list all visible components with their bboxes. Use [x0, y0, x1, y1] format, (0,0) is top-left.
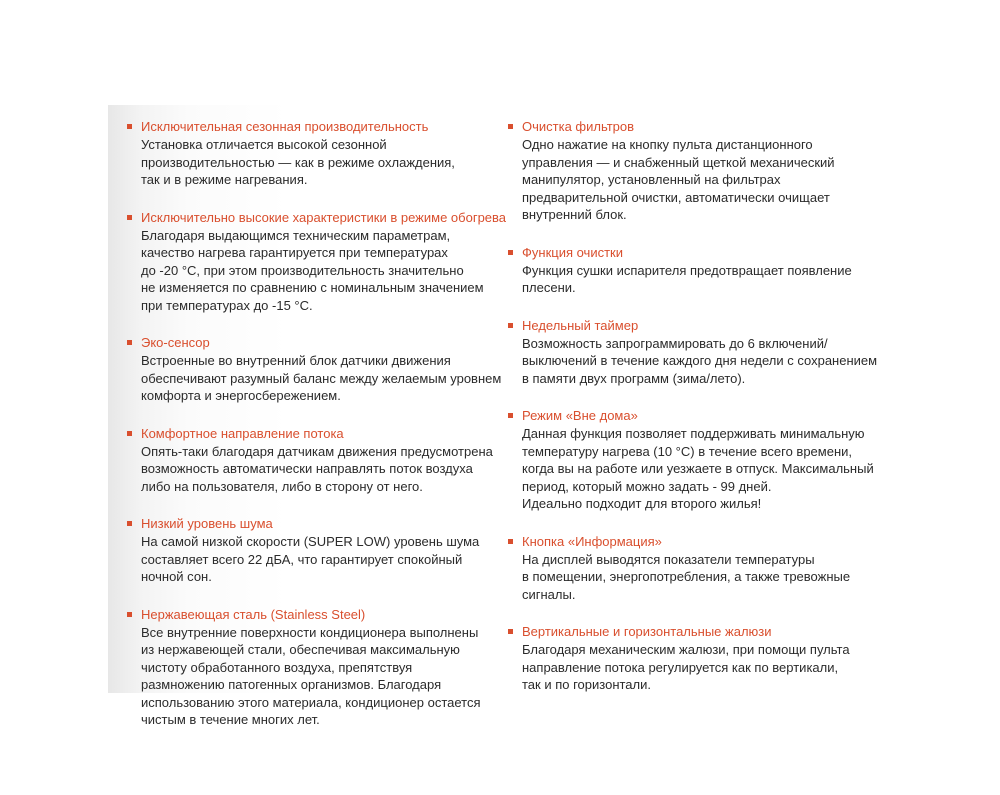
feature-away-mode [508, 407, 888, 513]
feature-title: Режим «Вне дома» [508, 407, 888, 424]
bullet-square-icon [127, 612, 132, 617]
feature-title: Эко-сенсор [127, 334, 502, 351]
feature-title: Очистка фильтров [508, 118, 888, 135]
feature-title: Недельный таймер [508, 317, 888, 334]
feature-title: Функция очистки [508, 244, 888, 261]
feature-description: Благодаря механическим жалюзи, при помощи пульта направление потока регулируется как по вертикали, так и по горизонтали. [522, 642, 850, 692]
bullet-square-icon [508, 250, 513, 255]
feature-description: Функция сушки испарителя предотвращает появление плесени. [522, 262, 852, 295]
feature-description: На самой низкой скорости (SUPER LOW) уровень шума составляет всего 22 дБА, что гарантирует спокойный ночной сон. [141, 534, 480, 584]
feature-title: Кнопка «Информация» [508, 533, 888, 550]
feature-info-button [508, 533, 888, 604]
feature-description: Возможность запрограммировать до 6 включений/ выключений в течение каждого дня недели с сохранением в памяти двух программ (зима/лето). [522, 335, 878, 386]
feature-description: Данная функция позволяет поддерживать минимальную температуру нагрева (10 °C) в течение всего времени, когда вы на работе или уезжаете в отпуск. Максимальный период, который можно задать - 99 дней. Идеально подходит для второго жилья! [522, 426, 874, 511]
feature-cleaning-function [508, 244, 888, 297]
bullet-square-icon [127, 124, 132, 129]
feature-title: Низкий уровень шума [127, 515, 502, 532]
feature-description: Опять-таки благодаря датчикам движения предусмотрена возможность автоматически направлять поток воздуха либо на пользователя, либо в сторону от него. [141, 443, 493, 494]
right-column [508, 118, 888, 714]
feature-description: На дисплей выводятся показатели температуры в помещении, энергопотребления, а также тревожные сигналы. [522, 551, 851, 602]
feature-description: Все внутренние поверхности кондиционера выполнены из нержавеющей стали, обеспечивая максимальную чистоту обработанного воздуха, препятствуя размножению патогенных организмов. Благодаря использованию этого материала, кондиционер остается чистым в течение многих лет. [141, 624, 481, 727]
feature-description: Одно нажатие на кнопку пульта дистанционного управления — и снабженный щеткой механический манипулятор, установленный на фильтрах предварительной очистки, автоматически очищает внутренний блок. [522, 137, 835, 222]
bullet-square-icon [127, 340, 132, 345]
bullet-square-icon [127, 215, 132, 220]
feature-low-noise [127, 515, 502, 586]
bullet-square-icon [127, 431, 132, 436]
feature-description: Благодаря выдающимся техническим параметрам, качество нагрева гарантируется при температурах до -20 °C, при этом производительность значительно не изменяется по сравнению с номинальным значением при температурах до -15 °C. [141, 227, 484, 313]
bullet-square-icon [508, 413, 513, 418]
feature-weekly-timer [508, 317, 888, 388]
bullet-square-icon [508, 629, 513, 634]
feature-title: Нержавеющая сталь (Stainless Steel) [127, 606, 502, 623]
feature-title: Вертикальные и горизонтальные жалюзи [508, 623, 888, 640]
bullet-square-icon [508, 539, 513, 544]
feature-seasonal-performance [127, 118, 502, 189]
left-column [127, 118, 507, 749]
feature-title: Исключительно высокие характеристики в режиме обогрева [127, 209, 502, 226]
bullet-square-icon [508, 124, 513, 129]
feature-title: Комфортное направление потока [127, 425, 502, 442]
feature-comfort-airflow [127, 425, 502, 496]
feature-stainless-steel [127, 606, 502, 729]
feature-eco-sensor [127, 334, 502, 405]
feature-filter-cleaning [508, 118, 888, 224]
feature-description: Установка отличается высокой сезонной производительностью — как в режиме охлаждения, так и в режиме нагревания. [141, 137, 455, 187]
feature-louvers [508, 623, 888, 694]
feature-description: Встроенные во внутренний блок датчики движения обеспечивают разумный баланс между желаемым уровнем комфорта и энергосбережением. [141, 353, 502, 403]
feature-title: Исключительная сезонная производительность [127, 118, 502, 135]
feature-heating-performance [127, 209, 507, 315]
bullet-square-icon [508, 323, 513, 328]
bullet-square-icon [127, 521, 132, 526]
